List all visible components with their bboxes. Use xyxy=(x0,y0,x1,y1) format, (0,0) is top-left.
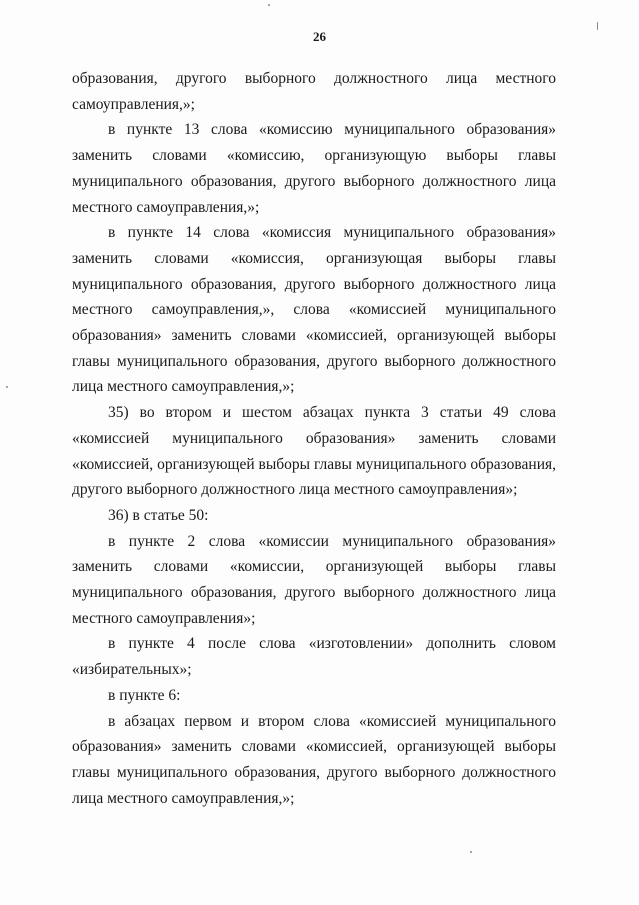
scan-speck xyxy=(597,22,598,30)
paragraph-point-14: в пункте 14 слова «комиссия муниципального образования» заменить словами «комиссия, организующая выборы главы муниципального образования, другого выборного должностного лица местного самоуправления,», слова «комиссией муниципального образования» заменить словами «комиссией, организующей выборы главы муниципального образования, другого выборного должностного лица местного самоуправления,»; xyxy=(72,224,556,396)
paragraph-item-35: 35) во втором и шестом абзацах пункта 3 статьи 49 слова «комиссией муниципального образования» заменить словами «комиссией, организующей выборы главы муниципального образования, другого выборного должностного лица местного самоуправления»; xyxy=(72,404,556,499)
paragraph-point-4: в пункте 4 после слова «изготовлении» дополнить словом «избирательных»; xyxy=(72,635,556,679)
paragraph-abzac-1-2: в абзацах первом и втором слова «комиссией муниципального образования» заменить словами «комиссией, организующей выборы главы муниципального образования, другого выборного должностного лица местного самоуправления,»; xyxy=(72,712,556,807)
page-number: 26 xyxy=(313,29,326,44)
scan-speck xyxy=(6,386,8,388)
paragraph-continuation: образования, другого выборного должностного лица местного самоуправления,»; xyxy=(72,70,556,113)
paragraph-point-2: в пункте 2 слова «комиссии муниципального образования» заменить словами «комиссии, организующей выборы главы муниципального образования, другого выборного должностного лица местного самоуправления»; xyxy=(72,532,556,627)
paragraph-point-6: в пункте 6: xyxy=(108,686,181,704)
scan-speck xyxy=(268,4,270,6)
paragraph-point-13: в пункте 13 слова «комиссию муниципального образования» заменить словами «комиссию, организующую выборы главы муниципального образования, другого выборного должностного лица местного самоуправления,»; xyxy=(72,121,556,216)
document-body xyxy=(72,66,556,811)
paragraph-item-36: 36) в статье 50: xyxy=(108,506,209,524)
scan-speck xyxy=(470,851,472,853)
